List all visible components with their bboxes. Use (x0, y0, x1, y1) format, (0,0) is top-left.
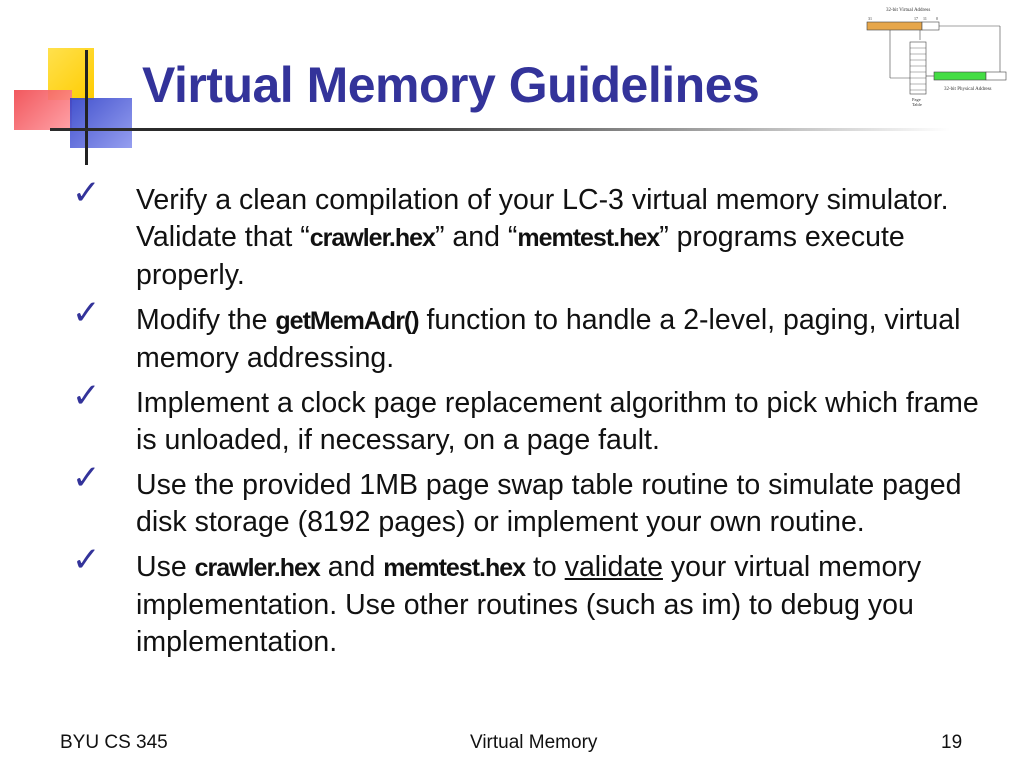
list-item (60, 458, 980, 541)
diagram-offset-field (922, 22, 939, 30)
decorative-logo (0, 0, 160, 170)
diagram-physical-address-label: 32-bit Physical Address (944, 87, 992, 92)
bullet-text: Verify a clean compilation of your LC-3 virtual memory simulator. Validate that “crawler.hex” and “memtest.hex” programs execute properly. (136, 184, 949, 291)
list-item (60, 173, 980, 294)
bullet-text: Use crawler.hex and memtest.hex to validate your virtual memory implementation. Use other routines (such as im) to debug you implementation. (136, 551, 922, 658)
diagram-page-table-label-2: Table (912, 102, 922, 107)
bullet-text: Modify the getMemAdr() function to handle a 2-level, paging, virtual memory addressing. (136, 304, 961, 374)
checkmark-icon: ✓ (72, 458, 101, 498)
bullet-list (60, 173, 980, 669)
diagram-bit-17: 17 (914, 16, 918, 21)
checkmark-icon: ✓ (72, 376, 101, 416)
red-square (14, 90, 72, 130)
diagram-page-table (910, 42, 926, 94)
diagram-physical-offset-field (986, 72, 1006, 80)
diagram-virtual-page-field (867, 22, 922, 30)
checkmark-icon: ✓ (72, 173, 101, 213)
vertical-line (85, 50, 88, 165)
diagram-virtual-address-label: 32-bit Virtual Address (886, 8, 931, 13)
list-item (60, 376, 980, 459)
diagram-bit-11: 11 (923, 16, 927, 21)
title-underline (50, 128, 950, 131)
bullet-text: Implement a clock page replacement algorithm to pick which frame is unloaded, if necessary, on a page fault. (136, 387, 979, 456)
diagram-page-table-label-1: Page (912, 97, 921, 102)
page-number: 19 (941, 732, 963, 753)
diagram-physical-frame-field (934, 72, 986, 80)
page-table-diagram (862, 4, 1014, 112)
checkmark-icon: ✓ (72, 540, 101, 580)
diagram-bit-0: 0 (936, 16, 938, 21)
blue-square (70, 98, 132, 148)
footer-topic: Virtual Memory (470, 732, 598, 753)
checkmark-icon: ✓ (72, 293, 101, 333)
bullet-text: Use the provided 1MB page swap table routine to simulate paged disk storage (8192 pages) or implement your own routine. (136, 469, 962, 538)
list-item (60, 293, 980, 377)
list-item (60, 540, 980, 661)
footer-course: BYU CS 345 (60, 732, 168, 753)
diagram-bit-31: 31 (868, 16, 872, 21)
slide-title: Virtual Memory Guidelines (142, 57, 760, 113)
